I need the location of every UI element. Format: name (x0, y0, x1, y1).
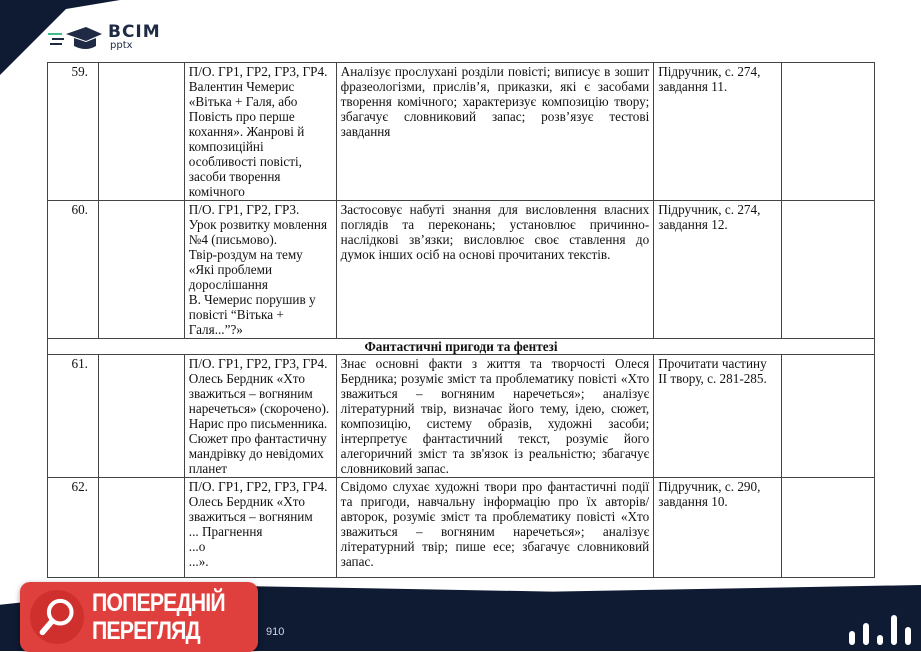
topic-line: «Які проблеми (188, 262, 273, 277)
topic-line: повісті “Вітька + (188, 307, 284, 322)
magnifier-icon (30, 590, 84, 644)
topic-line: Галя...”?» (188, 322, 243, 337)
preview-badge[interactable] (20, 582, 258, 652)
logo (48, 24, 161, 51)
topic-line: Олесь Бердник «Хто (188, 371, 305, 386)
homework-line: Підручник, с. 274, (658, 64, 761, 79)
homework-line: завдання 10. (658, 494, 728, 509)
homework (654, 355, 782, 478)
table-row (48, 478, 875, 578)
lesson-number: 62. (48, 478, 99, 578)
badge-line2: ПЕРЕГЛЯД (92, 617, 200, 645)
lesson-number: 61. (48, 355, 99, 478)
topic-line: композиційні (188, 139, 264, 154)
topic-line: Валентин Чемерис (188, 79, 295, 94)
topic-line: Сюжет про фантастичну (188, 431, 327, 446)
topic-line: ... Прагнення (188, 524, 263, 539)
topic-line: комічного (188, 184, 245, 199)
learning-outcomes: Знає основні факти з життя та творчості Олеся Бердника; розуміє зміст та проблематику повісті «Хто зважиться – вогняним наречеться»; аналізує літературний твір, визначає його тему, ідею, сюжет, композицію, систему образів, художні засоби; інтерпретує фантастичний текст, розуміє його алегоричний зміст та зв'язок із реальністю; збагачує словниковий запас. (336, 355, 654, 478)
topic-line: П/О. ГР1, ГР2, ГР3, ГР4. (188, 479, 328, 494)
homework (654, 63, 782, 201)
topic-line: кохання». Жанрові й (188, 124, 305, 139)
topic-line: мандрівку до невідомих (188, 446, 324, 461)
table-row (48, 201, 875, 339)
topic-line: дорослішання (188, 277, 268, 292)
logo-name: ВСІМ (108, 22, 161, 42)
topic-line: Олесь Бердник «Хто (188, 494, 305, 509)
topic-line: П/О. ГР1, ГР2, ГР3. (188, 202, 300, 217)
topic-line: ...». (188, 554, 209, 569)
homework-line: Підручник, с. 274, (658, 202, 761, 217)
brand-bars-icon (849, 615, 911, 645)
topic-line: особливості повісті, (188, 154, 302, 169)
topic-line: П/О. ГР1, ГР2, ГР3, ГР4. (188, 356, 328, 371)
notes-cell (782, 355, 875, 478)
homework (654, 478, 782, 578)
date-cell (98, 201, 184, 339)
topic-line: Урок розвитку мовлення (188, 217, 328, 232)
badge-line1: ПОПЕРЕДНІЙ (92, 589, 225, 617)
lesson-topic (184, 478, 336, 578)
topic-line: №4 (письмово). (188, 232, 278, 247)
date-cell (98, 63, 184, 201)
table-row (48, 63, 875, 201)
lesson-plan-table (47, 62, 875, 578)
notes-cell (782, 478, 875, 578)
topic-line: В. Чемерис порушив у (188, 292, 316, 307)
lesson-number: 59. (48, 63, 99, 201)
topic-line: ...о (188, 539, 206, 554)
topic-line: планет (188, 461, 227, 476)
homework-line: ІІ твору, с. 281-285. (658, 371, 767, 386)
topic-line: засоби творення (188, 169, 281, 184)
homework-line: Прочитати частину (658, 356, 767, 371)
learning-outcomes: Свідомо слухає художні твори про фантастичні події та пригоди, навчальну інформацію про їх авторів/авторок, розуміє зміст та проблематику повісті «Хто зважиться – вогняним наречеться»; аналізує літературний твір; пише есе; збагачує словниковий запас. (336, 478, 654, 578)
learning-outcomes: Аналізує прослухані розділи повісті; виписує в зошит фразеологізми, прислів’я, приказки, які є засобами творення комічного; характеризує композицію твору; збагачує словниковий запас; розв’язує тестові завдання (336, 63, 654, 201)
learning-outcomes: Застосовує набуті знання для висловлення власних поглядів та переконань; установлює причинно-наслідкові зв’язки; висловлює своє ставлення до думок інших осіб на основі прочитаних текстів. (336, 201, 654, 339)
lesson-topic (184, 201, 336, 339)
footer-number: 910 (266, 626, 285, 638)
homework-line: Підручник, с. 290, (658, 479, 761, 494)
logo-sub: pptx (110, 40, 133, 51)
lesson-topic (184, 355, 336, 478)
lesson-topic (184, 63, 336, 201)
notes-cell (782, 63, 875, 201)
homework (654, 201, 782, 339)
section-row (48, 339, 875, 355)
topic-line: П/О. ГР1, ГР2, ГР3, ГР4. (188, 64, 328, 79)
homework-line: завдання 11. (658, 79, 728, 94)
topic-line: «Вітька + Галя, або (188, 94, 298, 109)
lesson-number: 60. (48, 201, 99, 339)
topic-line: зважиться – вогняним (188, 386, 313, 401)
topic-line: Твір-роздум на тему (188, 247, 303, 262)
table-row (48, 355, 875, 478)
topic-line: Повість про перше (188, 109, 295, 124)
notes-cell (782, 201, 875, 339)
homework-line: завдання 12. (658, 217, 728, 232)
date-cell (98, 478, 184, 578)
graduation-cap-icon (48, 26, 104, 50)
topic-line: Нарис про письменника. (188, 416, 328, 431)
section-title: Фантастичні пригоди та фентезі (48, 339, 875, 355)
date-cell (98, 355, 184, 478)
topic-line: наречеться» (скорочено). (188, 401, 330, 416)
topic-line: зважиться – вогняним (188, 509, 313, 524)
